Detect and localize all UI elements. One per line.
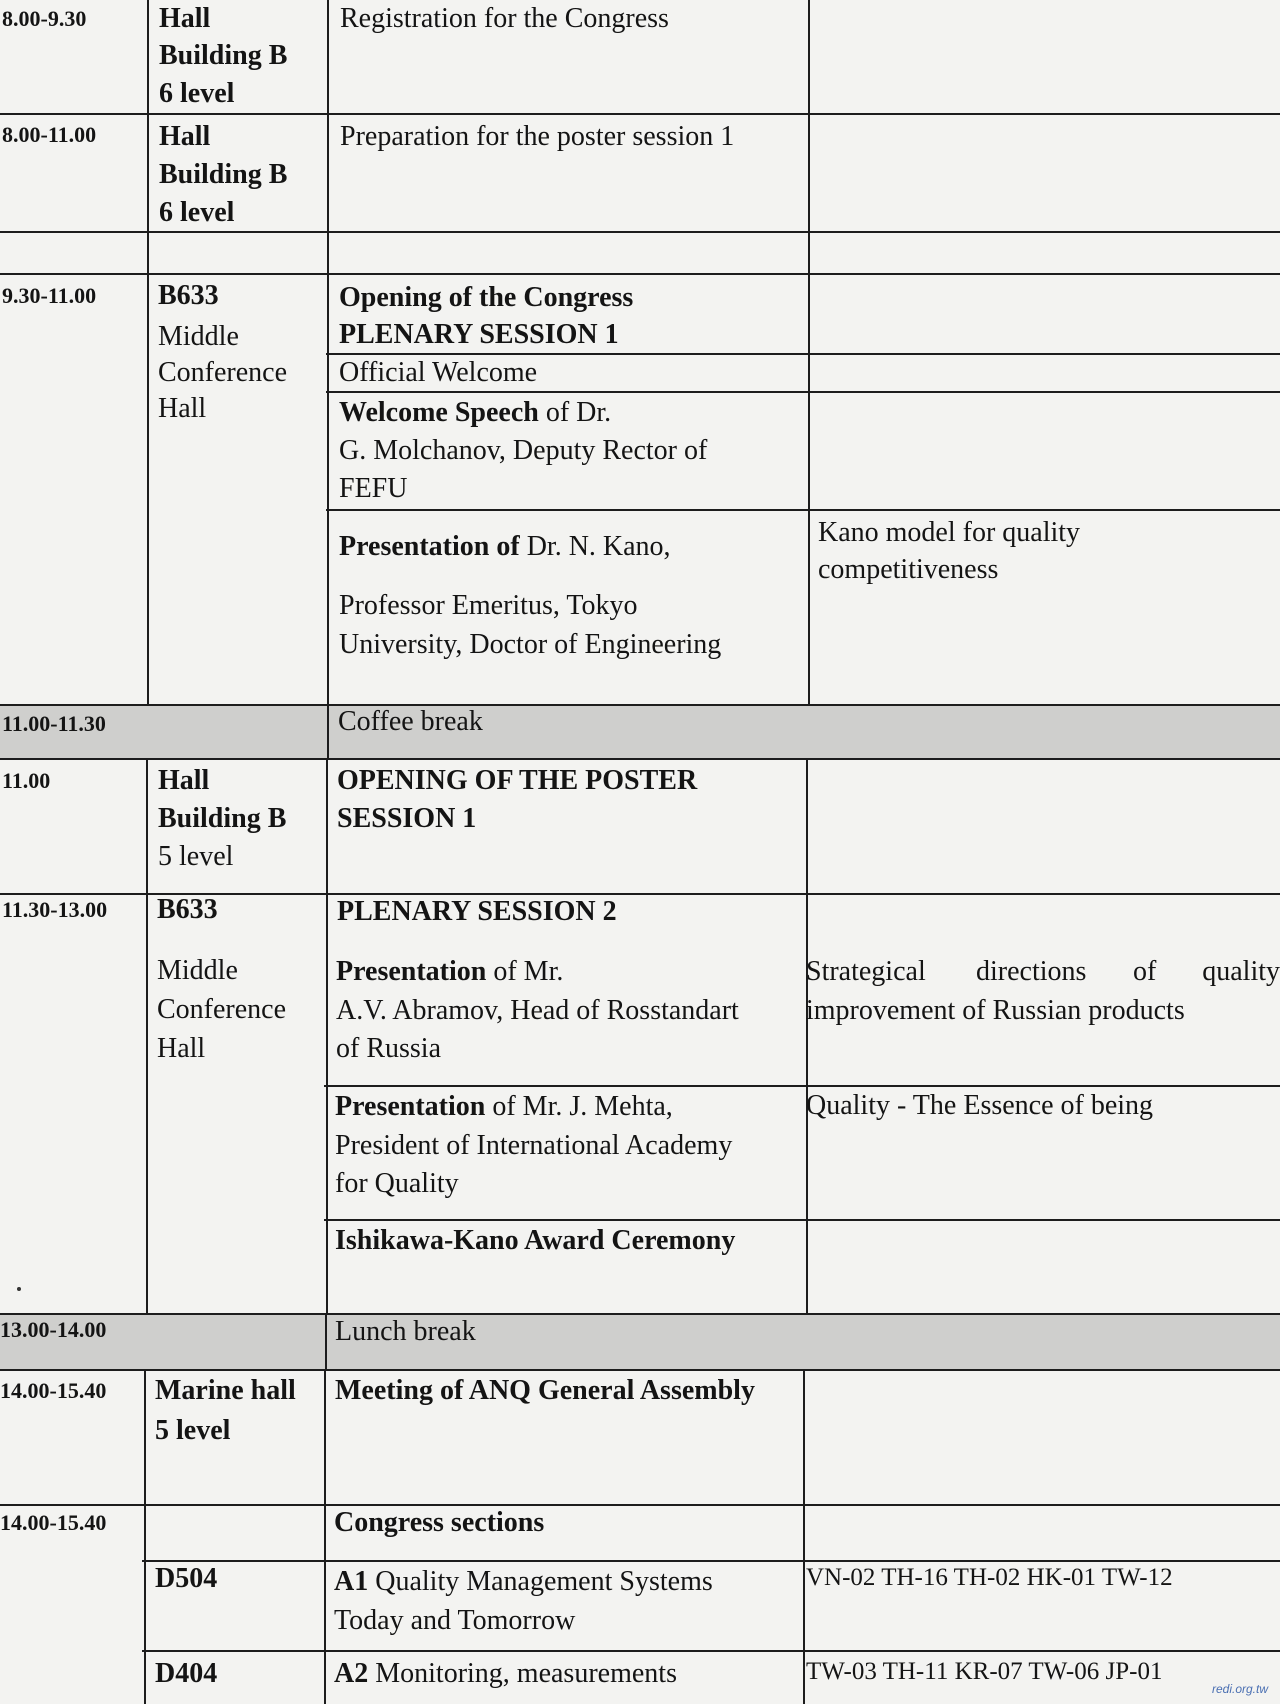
event-cell: Official Welcome [339,357,538,388]
place-cell: Building B [159,159,288,190]
place-cell: B633 [157,894,218,925]
event-cell: Preparation for the poster session 1 [340,121,735,152]
column-divider [327,0,329,704]
time-cell: 11.30-13.00 [2,897,108,922]
place-cell: D504 [155,1563,218,1594]
event-cell: Presentation of Mr. [336,956,564,987]
row-divider [0,1369,1280,1371]
topic-cell: Quality - The Essence of being [806,1090,1154,1121]
place-cell: Hall [159,121,211,152]
place-cell: Hall [159,3,211,34]
place-cell: Middle [157,955,238,986]
event-cell: Professor Emeritus, Tokyo [339,590,638,621]
place-cell: Conference [158,357,288,388]
place-cell: Middle [158,321,239,352]
event-title: Opening of the Congress [339,282,634,313]
event-cell: Registration for the Congress [340,3,669,34]
place-cell: Hall [158,765,210,796]
row-divider [0,704,1280,706]
topic-cell: competitiveness [818,554,999,585]
column-divider [146,758,148,1313]
topic-cell: improvement of Russian products [806,995,1185,1026]
section-title: Today and Tomorrow [334,1605,576,1636]
column-divider [147,0,149,704]
event-title: Ishikawa-Kano Award Ceremony [335,1225,736,1256]
event-title: OPENING OF THE POSTER [337,765,698,796]
time-cell: 11.00 [2,768,51,793]
time-cell: 14.00-15.40 [0,1378,107,1403]
paper-codes: TW-03 TH-11 KR-07 TW-06 JP-01 [806,1658,1163,1685]
section-title: A1 Quality Management Systems [334,1566,713,1597]
schedule-page: 8.00-9.30 Hall Building B 6 level Registration for the Congress 8.00-11.00 Hall Building B 6 level Preparation for the poster session 1 9.30-11.00 B633 Middle Conference Hall Opening of the Congress PLENARY SESSION 1 Official Welcome Welcome Speech of Dr. G. Molchanov, Deputy Rector of FEFU Presentation of Dr. N. Kano, Professor Emeritus, Tokyo University, Doctor of Engineering Kano model for quality competitiveness 11.00-11.30 Coffee break 11.00 Hall Building B 5 level OPENING OF THE POSTER SESSION 1 11.30-13.00 B633 Middle Conference Hall PLENARY SESSION 2 Presentation of Mr. A.V. Abramov, Head of Rosstandart of Russia Strategical directions of quality improvement of Russian products Presentation of Mr. J. Mehta, President of International Academy for Quality Quality - The Essence of being Ishikawa-Kano Award Ceremony 13.00-14.00 Lunch break 14.00-15.40 Marine hall 5 level Meeting of ANQ General Assembly 14.00-15.40 Congress sections D504 A1 Quality Management Systems Today and Tomorrow VN-02 TH-16 TH-02 HK-01 TW-12 D404 A2 Monitoring, measurements TW-03 TH-11 KR-07 TW-06 JP-01 redi.org.tw [0,0,1280,1704]
event-cell: Coffee break [338,706,483,737]
scan-speck [17,1287,21,1291]
paper-codes: VN-02 TH-16 TH-02 HK-01 TW-12 [806,1564,1173,1591]
event-cell: FEFU [339,473,408,504]
column-divider [324,1369,326,1704]
coffee-break-band [0,704,1280,758]
time-cell: 13.00-14.00 [0,1317,107,1342]
place-cell: Building B [158,803,287,834]
event-title: Meeting of ANQ General Assembly [335,1375,755,1406]
event-cell: Presentation of Dr. N. Kano, [339,531,671,562]
place-cell: D404 [155,1658,218,1689]
place-cell: 5 level [155,1415,231,1446]
event-cell: G. Molchanov, Deputy Rector of [339,435,708,466]
event-title: Congress sections [334,1507,545,1538]
row-divider [0,758,1280,760]
event-title: SESSION 1 [337,803,477,834]
row-divider [326,509,1280,511]
place-cell: Building B [159,40,288,71]
event-title: PLENARY SESSION 1 [339,319,619,350]
place-cell: Hall [157,1033,206,1064]
time-cell: 14.00-15.40 [0,1510,107,1535]
column-divider [325,1313,327,1369]
row-divider [324,1219,1280,1221]
time-cell: 9.30-11.00 [2,283,97,308]
event-cell: Presentation of Mr. J. Mehta, [335,1091,673,1122]
row-divider [0,1313,1280,1315]
row-divider [0,273,1280,275]
place-cell: B633 [158,280,219,311]
column-divider [144,1369,146,1704]
lunch-break-band [0,1313,1280,1369]
place-cell: Hall [158,393,207,424]
event-cell: Lunch break [335,1316,476,1347]
column-divider [808,0,810,704]
column-divider [327,704,329,758]
column-divider [326,758,328,1313]
time-cell: 8.00-9.30 [2,6,87,31]
row-divider [0,113,1280,115]
section-title: A2 Monitoring, measurements [334,1658,677,1689]
time-cell: 8.00-11.00 [2,122,97,147]
event-title: PLENARY SESSION 2 [337,896,617,927]
column-divider [803,1369,805,1704]
event-cell: Welcome Speech of Dr. [339,397,612,428]
place-cell: 6 level [159,78,235,109]
row-divider [142,1650,1280,1652]
place-cell: Marine hall [155,1375,296,1406]
time-cell: 11.00-11.30 [2,711,106,736]
event-cell: of Russia [336,1033,441,1064]
column-divider [806,758,808,1313]
event-cell: University, Doctor of Engineering [339,629,722,660]
row-divider [0,1504,1280,1506]
place-cell: Conference [157,994,287,1025]
watermark: redi.org.tw [1211,1682,1268,1696]
event-cell: President of International Academy [335,1130,733,1161]
event-cell: A.V. Abramov, Head of Rosstandart [336,995,739,1026]
topic-cell: Kano model for quality [818,517,1081,548]
place-cell: 6 level [159,197,235,228]
place-cell: 5 level [158,841,234,872]
event-cell: for Quality [335,1168,459,1199]
